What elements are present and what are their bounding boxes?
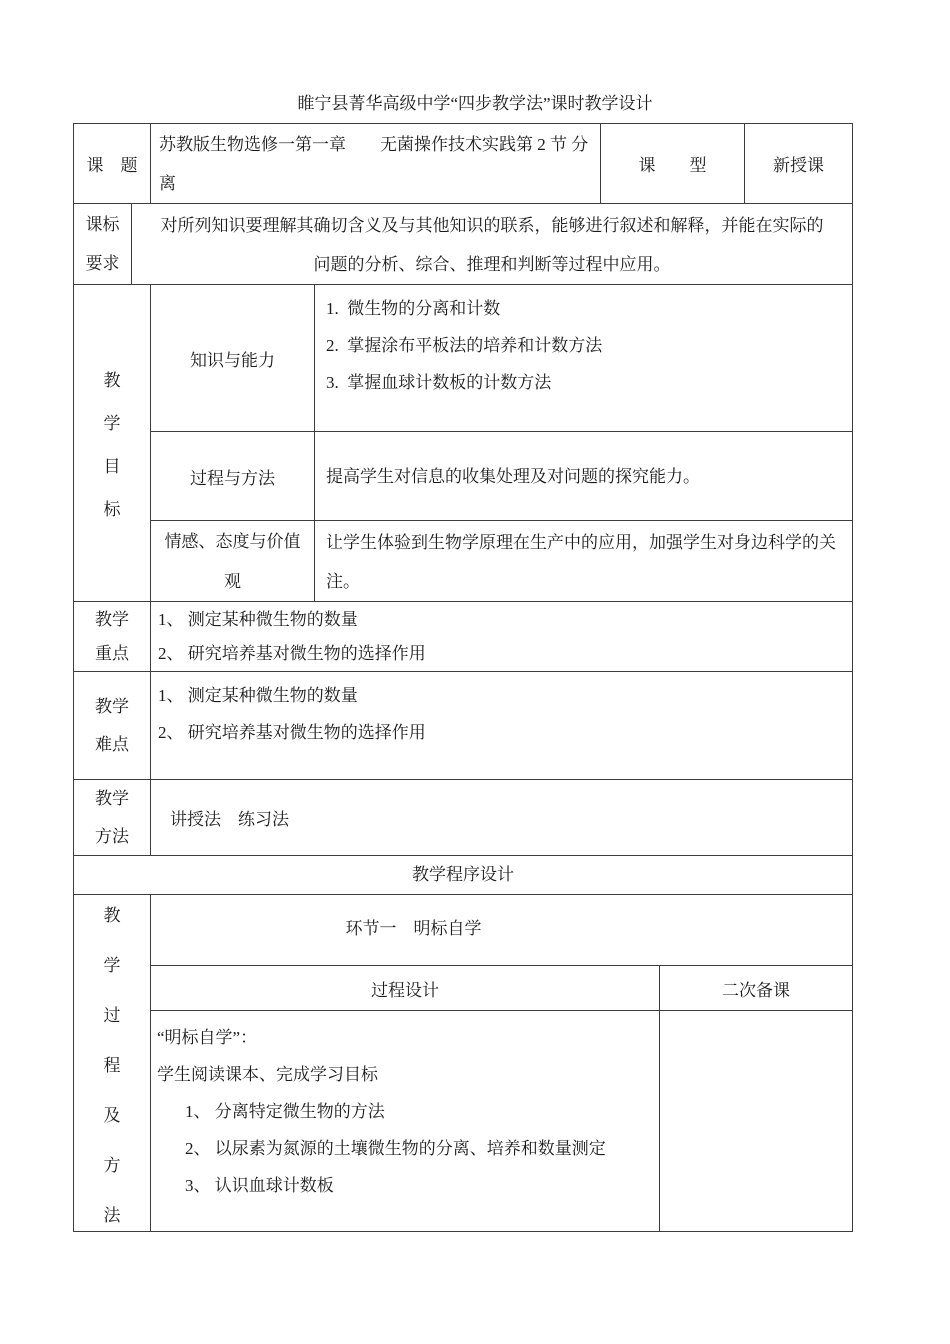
- kebiao-label-line1: 课标: [85, 215, 120, 234]
- kexing-label-cell: 课 型: [600, 124, 744, 203]
- qinggan-label-line1: 情感、态度与价值: [164, 531, 301, 551]
- row-process: [74, 894, 852, 1231]
- process-item: 1、 分离特定微生物的方法: [185, 1102, 385, 1121]
- qinggan-content-cell: [314, 521, 852, 601]
- process-label-char: 程: [103, 1055, 121, 1075]
- fangfa-label-line2: 方法: [95, 826, 129, 846]
- zhishi-item: 2. 掌握涂布平板法的培养和计数方法: [326, 336, 603, 355]
- process-label-char: 学: [103, 955, 121, 975]
- fangfa-label-line1: 教学: [95, 788, 129, 808]
- process-label-char: 过: [103, 1005, 121, 1025]
- zhongdian-item: 2、 研究培养基对微生物的选择作用: [158, 643, 426, 663]
- row-keti: [74, 124, 852, 203]
- process-label-char: 方: [103, 1155, 121, 1175]
- mubiao-label-cell: [74, 285, 150, 601]
- process-line: “明标自学”：: [157, 1028, 258, 1047]
- kexing-value-cell: 新授课: [744, 124, 852, 203]
- nandian-label-cell: [74, 672, 150, 779]
- process-label-char: 教: [103, 905, 121, 925]
- mubiao-label-char: 目: [103, 457, 121, 476]
- lesson-plan-table: [73, 123, 853, 1232]
- keti-content-cell: [150, 124, 600, 203]
- page-title: 睢宁县菁华高级中学“四步教学法”课时教学设计: [297, 94, 653, 113]
- row-chengxu: [74, 855, 852, 894]
- fangfa-text: 讲授法 练习法: [170, 810, 289, 829]
- nandian-item: 2、 研究培养基对微生物的选择作用: [158, 723, 426, 742]
- huanjie-title: 环节一 明标自学: [345, 919, 482, 938]
- row-zhongdian: [74, 601, 852, 671]
- guocheng-label-cell: 过程与方法: [190, 468, 275, 488]
- mubiao-label-char: 标: [103, 500, 121, 519]
- keti-label-cell: 课 题: [86, 156, 138, 175]
- process-item: 2、 以尿素为氮源的土壤微生物的分离、培养和数量测定: [185, 1139, 606, 1158]
- qinggan-label-line2: 观: [224, 571, 241, 591]
- mubiao-label-char: 教: [103, 371, 121, 390]
- nandian-label-line2: 难点: [95, 734, 129, 754]
- second-prep-header: 二次备课: [659, 966, 852, 1010]
- process-design-body: [151, 1011, 659, 1231]
- subrow-process-body: [151, 1010, 852, 1231]
- keti-line-1: 苏教版生物选修一第一章 无菌操作技术实践第 2 节 分离: [159, 135, 589, 193]
- qinggan-label-cell: [151, 521, 314, 601]
- mubiao-label-char: 学: [103, 414, 121, 433]
- zhishi-label-cell: 知识与能力: [190, 350, 275, 370]
- kebiao-label-line2: 要求: [85, 254, 120, 273]
- fangfa-content-cell: [150, 780, 852, 855]
- row-nandian: [74, 671, 852, 779]
- zhishi-item: 3. 掌握血球计数板的计数方法: [326, 373, 552, 392]
- mubiao-content-cell: [150, 285, 852, 601]
- zhongdian-label-line2: 重点: [95, 643, 129, 663]
- zhishi-content-cell: [314, 285, 852, 431]
- kebiao-label-cell: [74, 204, 131, 284]
- row-fangfa: [74, 779, 852, 855]
- kebiao-line2: 问题的分析、综合、推理和判断等过程中应用。: [313, 255, 671, 274]
- qinggan-line2: 注。: [326, 572, 360, 591]
- process-design-header: 过程设计: [371, 980, 439, 1000]
- subrow-guocheng: [151, 431, 852, 520]
- nandian-label-line1: 教学: [95, 696, 129, 716]
- second-prep-body: [659, 1011, 852, 1231]
- process-label-cell: [74, 895, 150, 1231]
- process-content-cell: [150, 895, 852, 1231]
- row-mubiao: [74, 284, 852, 601]
- process-label-char: 法: [103, 1205, 121, 1225]
- zhongdian-label-cell: [74, 602, 150, 671]
- subrow-zhishi: [151, 285, 852, 431]
- zhongdian-label-line1: 教学: [95, 609, 129, 629]
- process-line: 学生阅读课本、完成学习目标: [157, 1065, 378, 1084]
- zhongdian-content-cell: [150, 602, 852, 671]
- nandian-content-cell: [150, 672, 852, 779]
- process-item: 3、 认识血球计数板: [185, 1176, 334, 1195]
- zhongdian-item: 1、 测定某种微生物的数量: [158, 609, 358, 629]
- subrow-huanjie: [151, 895, 852, 965]
- guocheng-text: 提高学生对信息的收集处理及对问题的探究能力。: [326, 466, 700, 486]
- kebiao-line1: 对所列知识要理解其确切含义及与其他知识的联系，能够进行叙述和解释，并能在实际的: [160, 216, 824, 235]
- subrow-qinggan: [151, 520, 852, 601]
- nandian-item: 1、 测定某种微生物的数量: [158, 686, 358, 705]
- guocheng-content-cell: [314, 432, 852, 520]
- row-kebiao: [74, 203, 852, 284]
- chengxu-title: 教学程序设计: [412, 865, 514, 884]
- process-label-char: 及: [103, 1105, 121, 1125]
- qinggan-line1: 让学生体验到生物学原理在生产中的应用，加强学生对身边科学的关: [326, 533, 836, 552]
- zhishi-item: 1. 微生物的分离和计数: [326, 299, 501, 318]
- subrow-process-header: [151, 965, 852, 1010]
- fangfa-label-cell: [74, 780, 150, 855]
- kebiao-content-cell: [131, 204, 852, 284]
